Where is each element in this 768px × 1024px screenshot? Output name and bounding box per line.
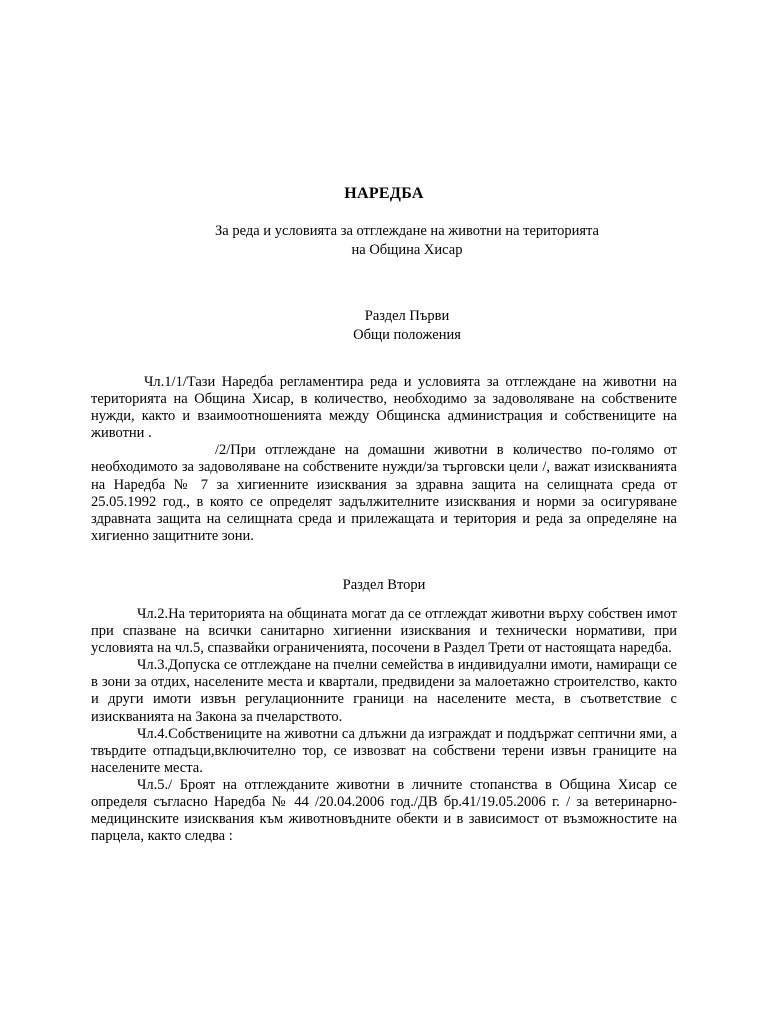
article-3-paragraph: Чл.3.Допуска се отглеждане на пчелни семейства в индивидуални имоти, намиращи се в зони за отдих, населените места и квартали, предвидени за малоетажно строителство, както и други имоти извън регулационните граници на населените места, в съответствие с изискванията на Закона за пчеларството.: [91, 657, 677, 725]
article-2-paragraph: Чл.2.На територията на общината могат да се отглеждат животни върху собствен имот при спазване на всички санитарно хигиенни изисквания и технически нормативи, при условията на чл.5, спазвайки ограниченията, посочени в Раздел Трети от настоящата наредба.: [91, 606, 677, 657]
subtitle-line-1: За реда и условията за отглеждане на животни на територията: [215, 223, 599, 239]
section-1-body: [91, 374, 677, 545]
document-subtitle: [0, 222, 768, 260]
article-5-paragraph: Чл.5./ Броят на отглежданите животни в личните стопанства в Община Хисар се определя съгласно Наредба № 44 /20.04.2006 год./ДВ бр.41/19.05.2006 г. / за ветеринарно-медицинските изисквания към животновъдните обекти и в зависимост от възможностите на парцела, както следва :: [91, 776, 677, 845]
section-2-heading: Раздел Втори: [342, 577, 426, 593]
subtitle-line-2: на Община Хисар: [351, 242, 463, 258]
section-1-heading-line-1: Раздел Първи: [364, 308, 450, 324]
section-2-body: [91, 606, 677, 845]
article-4-paragraph: Чл.4.Собствениците на животни са длъжни да изграждат и поддържат септични ями, а твърдите отпадъци,включително тор, се извозват на собствени терени извън границите на населените места.: [91, 725, 677, 776]
article-1-paragraph-2: /2/При отглеждане на домашни животни в количество по-голямо от необходимото за задоволяване на собствените нужди/за търговски цели /, важат изискванията на Наредба № 7 за хигиенните изисквания за здравна защита на селищната среда от 25.05.1992 год., в която се определят задължителните изисквания и норми за осигуряване здравната защита на селищната среда и прилежащата и територия и реда за определяне на хигиенно защитните зони.: [91, 442, 677, 544]
article-1-paragraph-1: Чл.1/1/Тази Наредба регламентира реда и условията за отглеждане на животни на територията на Община Хисар, в количество, необходимо за задоволяване на собствените нужди, както и взаимоотношенията между Общинска администрация и собствениците на животни .: [91, 374, 677, 442]
section-1-heading: [0, 307, 768, 345]
section-1-heading-line-2: Общи положения: [353, 327, 461, 343]
document-title: НАРЕДБА: [344, 185, 424, 202]
